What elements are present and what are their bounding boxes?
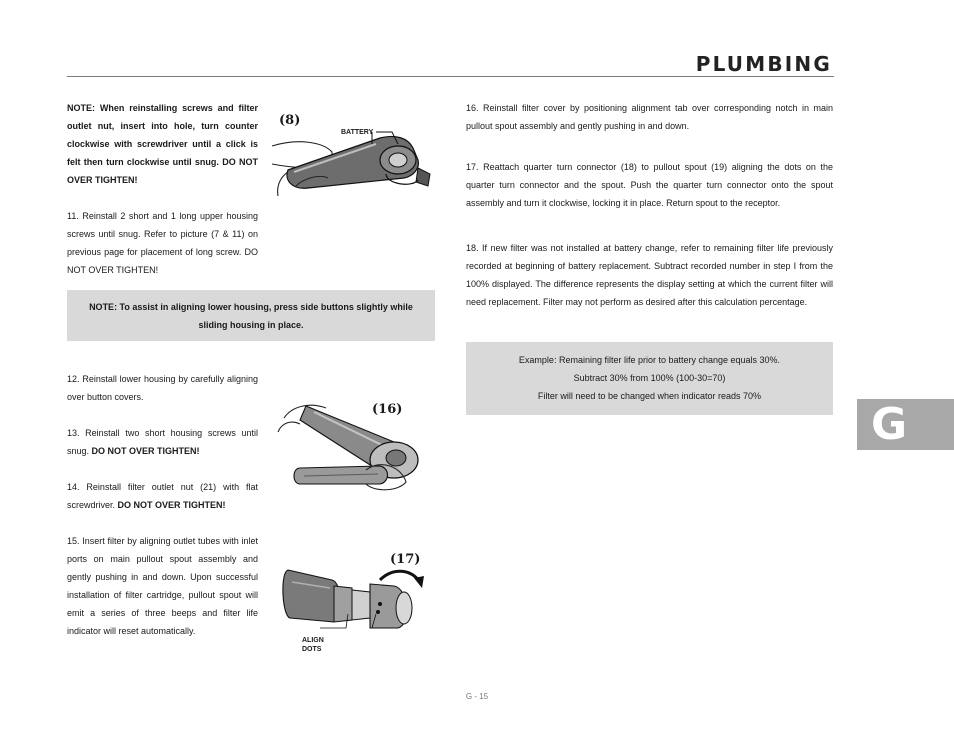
header-rule (67, 76, 834, 77)
example-line-2: Subtract 30% from 100% (100-30=70) (573, 373, 726, 383)
figure-16-housing (270, 398, 440, 498)
align-callout-line2: DOTS (302, 646, 322, 653)
figure-8-label: (8) (279, 113, 301, 128)
step-14-text: 14. Reinstall filter outlet nut (21) with flat screwdriver. (67, 482, 258, 510)
section-tab-letter: G (871, 399, 908, 450)
step-18: 18. If new filter was not installed at battery change, refer to remaining filter life previously recorded at beginning of battery replacement. Subtract recorded number in step I from the 100% displayed. The difference represents the display setting at which the current filter will need replacement. Filter may not perform as desired after this calculation percentage. (466, 243, 833, 307)
figure-17-label: (17) (390, 552, 421, 567)
step-14-warning: DO NOT OVER TIGHTEN! (117, 500, 226, 510)
housing-illustration (270, 398, 440, 498)
alignment-note-box (67, 290, 435, 341)
reinstall-note: NOTE: When reinstalling screws and filter outlet nut, insert into hole, turn counter clockwise with screwdriver until a click is felt then turn clockwise until snug. DO NOT OVER TIGHTEN! (67, 103, 258, 185)
example-line-3: Filter will need to be changed when indicator reads 70% (537, 391, 762, 401)
page-number: G - 15 (465, 692, 489, 701)
step-13-text: 13. Reinstall two short housing screws until snug. (67, 428, 258, 456)
step-11: 11. Reinstall 2 short and 1 long upper housing screws until snug. Refer to picture (7 & 11) on previous page for placement of long screw. DO NOT OVER TIGHTEN! (67, 211, 258, 275)
page-title: PLUMBING (695, 52, 832, 76)
alignment-note-text: NOTE: To assist in aligning lower housing, press side buttons slightly while sliding housing in place. (89, 301, 413, 330)
step-13 (67, 424, 258, 460)
align-dots-callout (302, 636, 324, 654)
figure-16-label: (16) (372, 402, 403, 417)
step-14 (67, 478, 258, 514)
step-16: 16. Reinstall filter cover by positioning alignment tab over corresponding notch in main pullout spout assembly and gently pushing in and down. (466, 103, 833, 131)
section-tab (857, 399, 954, 450)
step-13-warning: DO NOT OVER TIGHTEN! (91, 446, 200, 456)
align-callout-line1: ALIGN (302, 637, 324, 644)
battery-callout: BATTERY (341, 129, 374, 136)
step-12: 12. Reinstall lower housing by carefully aligning over button covers. (67, 374, 258, 402)
step-17: 17. Reattach quarter turn connector (18) to pullout spout (19) aligning the dots on the quarter turn connector and the spout. Push the quarter turn connector onto the spout assembly and turn it clockwise, locking it in place. Return spout to the receptor. (466, 162, 833, 208)
example-box (466, 342, 833, 415)
step-15: 15. Insert filter by aligning outlet tubes with inlet ports on main pullout spout assembly and gently pushing in and down. Upon successful installation of filter cartridge, pullout spout will emit a series of three beeps and filter life indicator will reset automatically. (67, 536, 258, 636)
figure-17-connector (280, 548, 440, 660)
figure-8-battery (268, 108, 440, 213)
example-line-1: Example: Remaining filter life prior to battery change equals 30%. (518, 355, 781, 365)
